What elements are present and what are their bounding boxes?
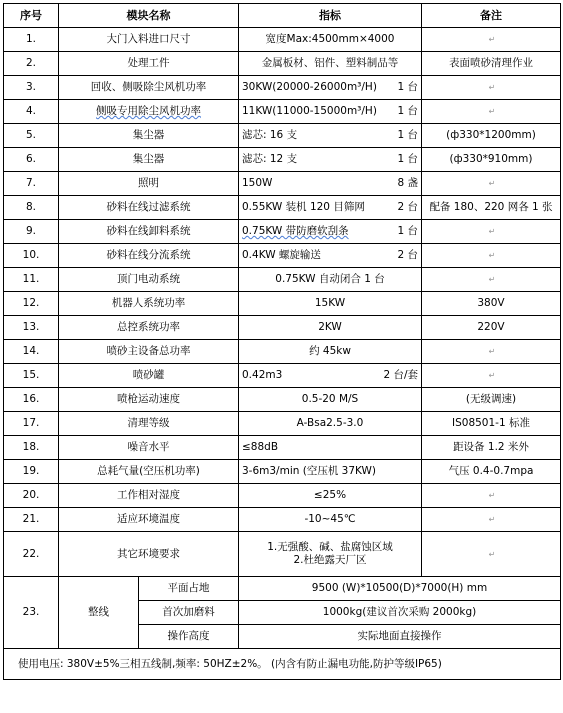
row-module: 大门入料进口尺寸 (59, 28, 239, 52)
row-module: 其它环境要求 (59, 532, 239, 577)
row-spec: ≤25% (239, 484, 422, 508)
row-spec-qty: 1 台 (397, 129, 418, 141)
paragraph-mark-icon: ↵ (488, 491, 496, 500)
row-seq: 17. (4, 412, 59, 436)
row-module: 砂料在线过滤系统 (59, 196, 239, 220)
row-module: 照明 (59, 172, 239, 196)
row-note: IS08501-1 标准 (422, 412, 561, 436)
paragraph-mark-icon: ↵ (488, 251, 496, 260)
row-note: (ф330*910mm) (422, 148, 561, 172)
table-row (4, 76, 561, 100)
row-spec-value: 0.42m3 (242, 369, 283, 381)
row-seq: 1. (4, 28, 59, 52)
row-spec (239, 148, 422, 172)
row-note (422, 76, 561, 100)
row-note (422, 508, 561, 532)
paragraph-mark-icon: ↵ (488, 179, 496, 188)
row-module: 砂料在线卸料系统 (59, 220, 239, 244)
row-note (422, 172, 561, 196)
row-seq: 14. (4, 340, 59, 364)
sub-row-value: 实际地面直接操作 (239, 625, 561, 649)
row-spec: 0.75KW 自动闭合 1 台 (239, 268, 422, 292)
row-note: 380V (422, 292, 561, 316)
table-row (4, 148, 561, 172)
row-module: 顶门电动系统 (59, 268, 239, 292)
row-spec-value: 11KW(11000-15000m³/H) (242, 105, 377, 117)
table-row (4, 577, 561, 601)
row-seq: 23. (4, 577, 59, 649)
table-row (4, 508, 561, 532)
sub-row-label: 首次加磨料 (139, 601, 239, 625)
paragraph-mark-icon: ↵ (488, 35, 496, 44)
row-module: 喷砂罐 (59, 364, 239, 388)
row-note: 表面喷砂清理作业 (422, 52, 561, 76)
row-note (422, 532, 561, 577)
row-note (422, 340, 561, 364)
row-spec-value: 0.75KW 带防磨软刮条 (242, 225, 349, 237)
table-row (4, 412, 561, 436)
row-note (422, 484, 561, 508)
row-seq: 6. (4, 148, 59, 172)
row-module: 总耗气量(空压机功率) (59, 460, 239, 484)
row-seq: 13. (4, 316, 59, 340)
row-seq: 22. (4, 532, 59, 577)
table-row (4, 388, 561, 412)
paragraph-mark-icon: ↵ (488, 83, 496, 92)
row-module: 清理等级 (59, 412, 239, 436)
row-note (422, 100, 561, 124)
paragraph-mark-icon: ↵ (488, 549, 496, 559)
table-row (4, 460, 561, 484)
row-seq: 8. (4, 196, 59, 220)
row-spec (239, 196, 422, 220)
row-spec-value: 150W (242, 177, 273, 189)
table-row (4, 484, 561, 508)
sub-row-value: 9500 (W)*10500(D)*7000(H) mm (239, 577, 561, 601)
row-seq: 18. (4, 436, 59, 460)
row-module: 整线 (59, 577, 139, 649)
sub-row-label: 操作高度 (139, 625, 239, 649)
row-spec: ≤88dB (239, 436, 422, 460)
table-row (4, 364, 561, 388)
row-note (422, 220, 561, 244)
header-note: 备注 (422, 4, 561, 28)
row-spec-qty: 1 台 (397, 153, 418, 165)
row-spec: -10~45℃ (239, 508, 422, 532)
row-spec (239, 76, 422, 100)
table-row (4, 244, 561, 268)
row-spec-qty: 1 台 (397, 81, 418, 93)
row-seq: 15. (4, 364, 59, 388)
paragraph-mark-icon: ↵ (488, 227, 496, 236)
row-spec-qty: 8 盏 (397, 177, 418, 189)
row-spec (239, 532, 422, 577)
row-note: 距设备 1.2 米外 (422, 436, 561, 460)
row-module: 侧吸专用除尘风机功率 (59, 100, 239, 124)
footer-row (4, 649, 561, 680)
row-module: 集尘器 (59, 148, 239, 172)
row-seq: 10. (4, 244, 59, 268)
row-module: 回收、侧吸除尘风机功率 (59, 76, 239, 100)
row-seq: 9. (4, 220, 59, 244)
row-note: (ф330*1200mm) (422, 124, 561, 148)
row-spec: 3-6m3/min (空压机 37KW) (239, 460, 422, 484)
row-module: 总控系统功率 (59, 316, 239, 340)
spec-table (3, 3, 561, 680)
row-spec (239, 100, 422, 124)
row-spec (239, 364, 422, 388)
row-spec: 金属板材、铝件、塑料制品等 (239, 52, 422, 76)
header-module: 模块名称 (59, 4, 239, 28)
table-row (4, 220, 561, 244)
row-module: 工作相对湿度 (59, 484, 239, 508)
row-note: 220V (422, 316, 561, 340)
row-spec: 2KW (239, 316, 422, 340)
row-seq: 5. (4, 124, 59, 148)
header-spec: 指标 (239, 4, 422, 28)
row-spec (239, 172, 422, 196)
row-spec-qty: 2 台/套 (383, 369, 418, 381)
row-module: 处理工件 (59, 52, 239, 76)
row-seq: 3. (4, 76, 59, 100)
row-seq: 21. (4, 508, 59, 532)
row-spec (239, 124, 422, 148)
table-row (4, 436, 561, 460)
row-note (422, 28, 561, 52)
table-row (4, 292, 561, 316)
row-note: (无级调速) (422, 388, 561, 412)
header-row (4, 4, 561, 28)
row-module: 集尘器 (59, 124, 239, 148)
row-seq: 20. (4, 484, 59, 508)
header-seq: 序号 (4, 4, 59, 28)
row-spec (239, 244, 422, 268)
table-row (4, 268, 561, 292)
row-module: 机器人系统功率 (59, 292, 239, 316)
paragraph-mark-icon: ↵ (488, 275, 496, 284)
row-note (422, 244, 561, 268)
row-spec: 0.5-20 M/S (239, 388, 422, 412)
row-seq: 7. (4, 172, 59, 196)
row-seq: 12. (4, 292, 59, 316)
row-seq: 2. (4, 52, 59, 76)
voltage-note: 使用电压: 380V±5%三相五线制,频率: 50HZ±2%。 (内含有防止漏电功能,防护等级IP65) (4, 649, 561, 680)
row-spec (239, 220, 422, 244)
paragraph-mark-icon: ↵ (488, 107, 496, 116)
row-seq: 16. (4, 388, 59, 412)
row-module: 喷砂主设备总功率 (59, 340, 239, 364)
row-spec-qty: 2 台 (397, 201, 418, 213)
row-spec-line1: 1.无强酸、碱、盐腐蚀区域 (267, 541, 393, 553)
row-note (422, 364, 561, 388)
table-row (4, 100, 561, 124)
table-row (4, 28, 561, 52)
table-row (4, 172, 561, 196)
row-spec-value: 滤芯: 12 支 (242, 153, 298, 165)
row-spec-qty: 1 台 (397, 225, 418, 237)
row-spec-value: 滤芯: 16 支 (242, 129, 298, 141)
row-spec: A-Bsa2.5-3.0 (239, 412, 422, 436)
row-spec-value: 0.55KW 装机 120 目筛网 (242, 201, 365, 213)
row-spec: 15KW (239, 292, 422, 316)
row-module: 适应环境温度 (59, 508, 239, 532)
row-spec: 约 45kw (239, 340, 422, 364)
row-note: 配备 180、220 网各 1 张 (422, 196, 561, 220)
row-seq: 4. (4, 100, 59, 124)
row-spec-value: 0.4KW 螺旋输送 (242, 249, 321, 261)
table-row (4, 340, 561, 364)
paragraph-mark-icon: ↵ (488, 347, 496, 356)
table-body (4, 28, 561, 680)
row-seq: 19. (4, 460, 59, 484)
row-spec: 宽度Max:4500mm×4000 (239, 28, 422, 52)
table-row (4, 124, 561, 148)
table-row (4, 196, 561, 220)
row-spec-value: 30KW(20000-26000m³/H) (242, 81, 377, 93)
paragraph-mark-icon: ↵ (488, 371, 496, 380)
row-spec-qty: 2 台 (397, 249, 418, 261)
row-module: 噪音水平 (59, 436, 239, 460)
row-seq: 11. (4, 268, 59, 292)
row-module: 喷枪运动速度 (59, 388, 239, 412)
sub-row-value: 1000kg(建议首次采购 2000kg) (239, 601, 561, 625)
sub-row-label: 平面占地 (139, 577, 239, 601)
row-spec-qty: 1 台 (397, 105, 418, 117)
row-module: 砂料在线分流系统 (59, 244, 239, 268)
paragraph-mark-icon: ↵ (488, 515, 496, 524)
row-spec-line2: 2.杜绝露天厂区 (293, 554, 367, 566)
table-row (4, 532, 561, 577)
row-note (422, 268, 561, 292)
table-row (4, 316, 561, 340)
table-row (4, 52, 561, 76)
row-note: 气压 0.4-0.7mpa (422, 460, 561, 484)
